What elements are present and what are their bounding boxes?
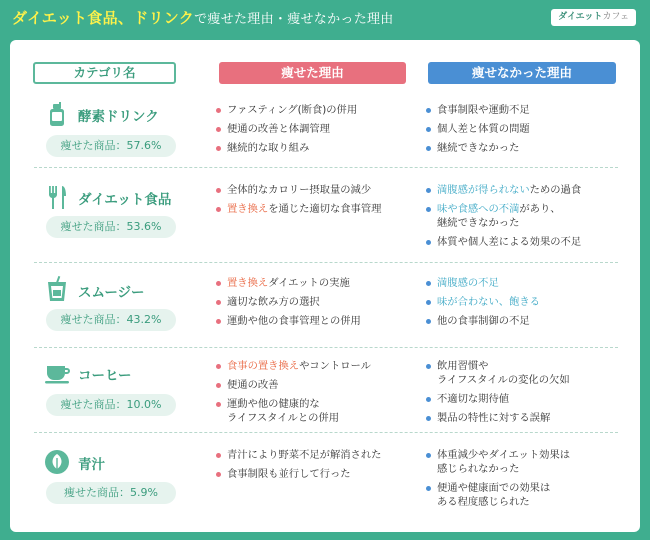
column-header-category: カテゴリ名 xyxy=(33,62,176,84)
reason-item: 全体的なカロリー摂取量の減少 xyxy=(216,183,416,197)
title-bar xyxy=(0,0,650,36)
fail-item: 他の食事制御の不足 xyxy=(426,314,626,328)
fail-item: 便通や健康面での効果は ある程度感じられた xyxy=(426,481,626,509)
page-title-highlight: ダイエット食品、ドリンク xyxy=(12,9,195,27)
category-name: 酵素ドリンク xyxy=(78,109,159,125)
fail-item: 味や食感への不満があり、 継続できなかった xyxy=(426,202,626,230)
fail-item: 製品の特性に対する誤解 xyxy=(426,411,626,425)
fail-item: 味が合わない、飽きる xyxy=(426,295,626,309)
sales-badge: 痩せた商品：53.6% xyxy=(46,216,176,238)
logo-sub-text: カフェ xyxy=(602,12,629,22)
coffee-cup-icon xyxy=(44,360,74,386)
column-header-reason: 痩せた理由 xyxy=(219,62,406,84)
row-divider xyxy=(34,347,618,348)
row-divider xyxy=(34,262,618,263)
column-header-fail: 痩せなかった理由 xyxy=(428,62,616,84)
reason-item: 青汁により野菜不足が解消された xyxy=(216,448,416,462)
leaf-icon xyxy=(44,449,70,475)
fail-item: 満腹感が得られないための過食 xyxy=(426,183,626,197)
reason-item: 食事の置き換えやコントロール xyxy=(216,359,416,373)
reason-item: 運動や他の食事管理との併用 xyxy=(216,314,416,328)
row-divider xyxy=(34,167,618,168)
category-name: スムージー xyxy=(78,285,145,301)
category-row xyxy=(10,267,640,347)
fail-list xyxy=(426,103,626,160)
category-row xyxy=(10,92,640,167)
reason-item: 置き換えダイエットの実施 xyxy=(216,276,416,290)
reason-item: 便通の改善 xyxy=(216,378,416,392)
category-row xyxy=(10,437,640,529)
reason-list xyxy=(216,183,416,221)
content-panel xyxy=(10,40,640,532)
reason-item: 運動や他の健康的な ライフスタイルとの併用 xyxy=(216,397,416,425)
category-name: ダイエット食品 xyxy=(78,192,172,208)
fail-item: 体重減少やダイエット効果は 感じられなかった xyxy=(426,448,626,476)
row-divider xyxy=(34,432,618,433)
fail-item: 体質や個人差による効果の不足 xyxy=(426,235,626,249)
page-title-rest: で痩せた理由・痩せなかった理由 xyxy=(194,12,394,27)
page-title xyxy=(12,7,394,28)
sales-badge: 痩せた商品：10.0% xyxy=(46,394,176,416)
category-row xyxy=(10,172,640,262)
category-name: コーヒー xyxy=(78,368,132,384)
fail-item: 個人差と体質の問題 xyxy=(426,122,626,136)
drink-bottle-icon xyxy=(44,102,70,128)
reason-item: 食事制限も並行して行った xyxy=(216,467,416,481)
fail-list xyxy=(426,359,626,430)
logo-text: ダイエット xyxy=(558,12,603,22)
fail-item: 食事制限や運動不足 xyxy=(426,103,626,117)
sales-badge: 痩せた商品：5.9% xyxy=(46,482,176,504)
reason-list xyxy=(216,276,416,333)
fail-item: 継続できなかった xyxy=(426,141,626,155)
fail-item: 飲用習慣や ライフスタイルの変化の欠如 xyxy=(426,359,626,387)
sales-badge: 痩せた商品：57.6% xyxy=(46,135,176,157)
site-logo xyxy=(551,9,636,26)
reason-item: ファスティング(断食)の併用 xyxy=(216,103,416,117)
reason-item: 置き換えを通じた適切な食事管理 xyxy=(216,202,416,216)
fail-item: 不適切な期待値 xyxy=(426,392,626,406)
reason-list xyxy=(216,103,416,160)
reason-list xyxy=(216,359,416,430)
fail-list xyxy=(426,276,626,333)
fork-knife-icon xyxy=(44,184,70,210)
category-row xyxy=(10,352,640,432)
smoothie-cup-icon xyxy=(44,276,70,302)
fail-list xyxy=(426,448,626,514)
fail-list xyxy=(426,183,626,254)
fail-item: 満腹感の不足 xyxy=(426,276,626,290)
reason-item: 適切な飲み方の選択 xyxy=(216,295,416,309)
reason-item: 便通の改善と体調管理 xyxy=(216,122,416,136)
sales-badge: 痩せた商品：43.2% xyxy=(46,309,176,331)
category-name: 青汁 xyxy=(78,457,105,473)
reason-item: 継続的な取り組み xyxy=(216,141,416,155)
reason-list xyxy=(216,448,416,486)
